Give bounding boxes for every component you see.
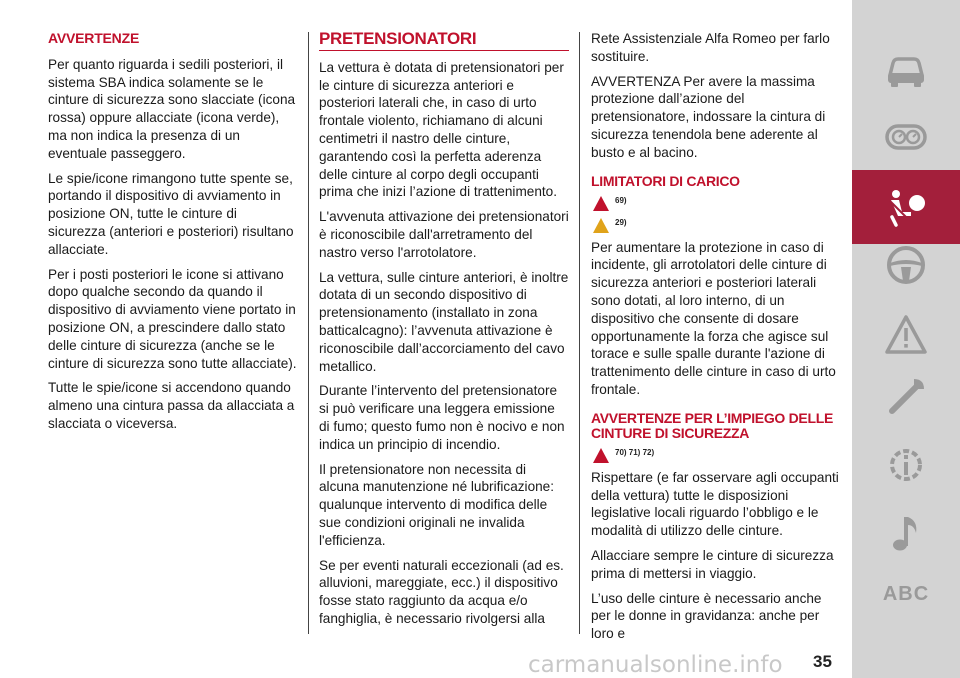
- warning-reference: [593, 447, 841, 465]
- chapter-sidebar: [852, 0, 960, 678]
- car-icon: [884, 47, 928, 91]
- paragraph: L'avvenuta attivazione dei pretensionatori è riconoscibile dall'arretramento del nastro verso l'arrotolatore.: [319, 209, 569, 260]
- paragraph: Rete Assistenziale Alfa Romeo per farlo sostituire.: [591, 31, 830, 64]
- paragraph: Per i posti posteriori le icone si attivano dopo qualche secondo da quando il dispositivo di avviamento viene portato in posizione ON, a prescindere dallo stato delle cinture di sicurezza (anche se le cinture di sicurezza sono tutte allacciate).: [48, 266, 297, 371]
- reference-number: 29): [615, 217, 627, 227]
- section-title: PRETENSIONATORI: [319, 30, 569, 51]
- paragraph: Per quanto riguarda i sedili posteriori, il sistema SBA indica solamente se le cinture di sicurezza sono slacciate (icona rossa) oppure allacciate (icona verde), ma non indica la presenza di un eventuale passeggero.: [48, 56, 296, 161]
- nav-maintenance[interactable]: [852, 360, 960, 434]
- paragraph: Tutte le spie/icone si accendono quando almeno una cintura passa da allacciata a slacciata o viceversa.: [48, 380, 295, 431]
- warning-reference: [593, 195, 841, 213]
- column-divider: [308, 32, 309, 634]
- watermark: carmanualsonline.info: [528, 652, 783, 678]
- subsection-title: LIMITATORI DI CARICO: [591, 172, 740, 189]
- nav-driving[interactable]: [852, 228, 960, 302]
- nav-multimedia[interactable]: [852, 496, 960, 570]
- page-number: 35: [813, 652, 832, 671]
- paragraph: Allacciare sempre le cinture di sicurezza prima di mettersi in viaggio.: [591, 547, 834, 581]
- nav-car[interactable]: [852, 32, 960, 106]
- column-right: [591, 30, 841, 650]
- paragraph: Per aumentare la protezione in caso di incidente, gli arrotolatori delle cinture di sicurezza anteriori e posteriori laterali sono dotati, al loro interno, di un dispositivo che consente di dosare opportunamente la forza che agisce sul torace e sulle spalle durante l'azione di trattenimento delle cinture in caso di urto frontale.: [591, 239, 836, 397]
- music-note-icon: [884, 511, 928, 555]
- warning-triangle-icon: [593, 448, 609, 463]
- column-left: [48, 30, 298, 440]
- paragraph: Il pretensionatore non necessita di alcuna manutenzione né lubrificazione: qualunque intervento di modifica delle sue condizioni originali ne invalida l'efficienza.: [319, 461, 555, 548]
- nav-instruments[interactable]: [852, 100, 960, 174]
- subsection-title: AVVERTENZE PER L’IMPIEGO DELLE CINTURE DI SICUREZZA: [591, 409, 833, 441]
- paragraph: AVVERTENZA Per avere la massima protezione dall’azione del pretensionatore, indossare la cintura di sicurezza tenendola bene aderente al busto e al bacino.: [591, 73, 826, 160]
- warning-triangle-icon: [593, 196, 609, 211]
- caution-reference: [593, 217, 841, 235]
- column-middle: [319, 30, 569, 635]
- column-divider: [579, 32, 580, 634]
- paragraph: L’uso delle cinture è necessario anche per le donne in gravidanza: anche per loro e: [591, 590, 822, 642]
- instrument-cluster-icon: [884, 115, 928, 159]
- warning-triangle-icon: [884, 313, 928, 357]
- paragraph: Durante l’intervento del pretensionatore si può verificare una leggera emissione di fumo; questo fumo non è nocivo e non indica un principio di incendio.: [319, 383, 565, 452]
- reference-number: 69): [615, 195, 627, 205]
- nav-index[interactable]: ABC: [882, 583, 930, 605]
- nav-technical-data[interactable]: [852, 428, 960, 502]
- caution-triangle-icon: [593, 218, 609, 233]
- seatbelt-airbag-icon: [884, 185, 928, 229]
- wrench-icon: [884, 375, 928, 419]
- paragraph: La vettura è dotata di pretensionatori per le cinture di sicurezza anteriori e posteriori laterali che, in caso di urto frontale violento, richiamano di alcuni centimetri il nastro delle cinture, garantendo così la perfetta aderenza delle cinture al corpo degli occupanti prima che inizi l’azione di trattenimento.: [319, 59, 564, 200]
- paragraph: Rispettare (e far osservare agli occupanti della vettura) tutte le disposizioni legislative locali riguardo l’obbligo e le modalità di utilizzo delle cinture.: [591, 469, 839, 539]
- technical-data-icon: [884, 443, 928, 487]
- paragraph: Se per eventi naturali eccezionali (ad es. alluvioni, mareggiate, ecc.) il dispositivo fosse stato raggiunto da acqua e/o fanghiglia, è necessario rivolgersi alla: [319, 557, 564, 626]
- paragraph: Le spie/icone rimangono tutte spente se, portando il dispositivo di avviamento in posizione ON, tutte le cinture di sicurezza (anteriori e posteriori) risultano allacciate.: [48, 170, 294, 257]
- reference-number: 70) 71) 72): [615, 447, 655, 457]
- warnings-heading: AVVERTENZE: [48, 30, 140, 46]
- paragraph: La vettura, sulle cinture anteriori, è inoltre dotata di un secondo dispositivo di pretensionamento (installato in zona batticalcagno): l’avvenuta attivazione è riconoscibile dall’accorciamento del cavo metallico.: [319, 269, 569, 374]
- steering-wheel-icon: [884, 243, 928, 287]
